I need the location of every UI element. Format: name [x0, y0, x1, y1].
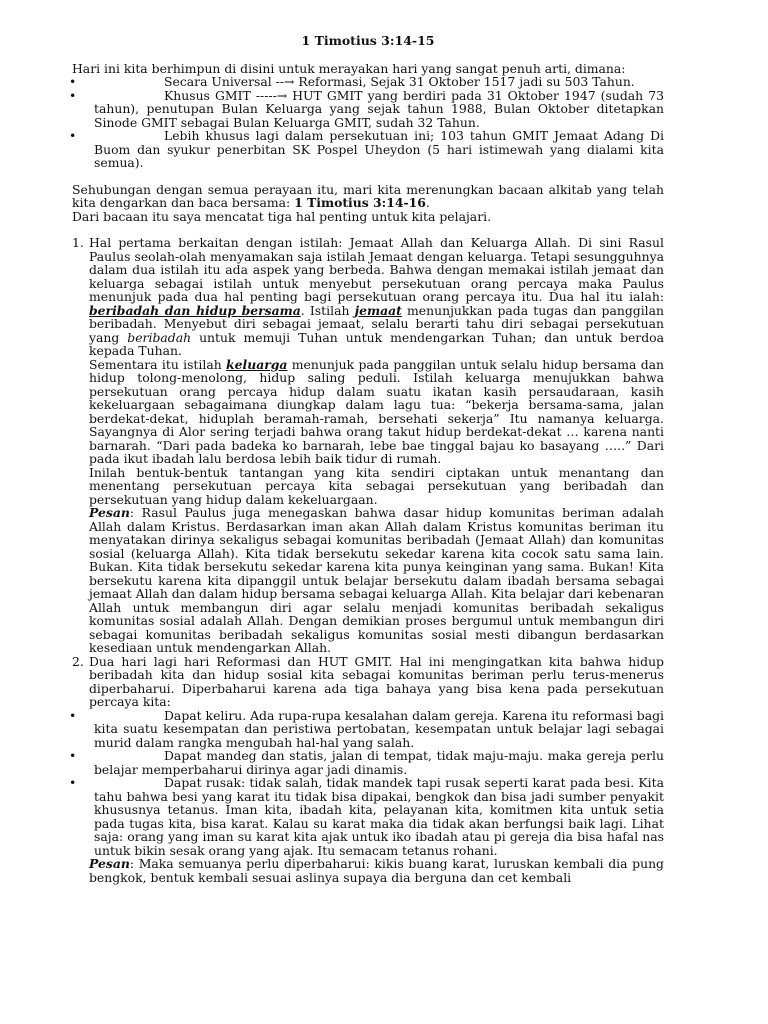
emphasis-term: jemaat [354, 302, 402, 318]
point-two: 2. Dua hari lagi hari Reformasi dan HUT GMIT. Hal ini mengingatkan kita bahwa hidup beribadah kita dan hidup sosial kita sebagai komunitas beriman perlu terus-menerus diperbaharui. Diperbaharui karena ada tiga bahaya yang bisa kena pada persekutuan percaya kita: [72, 653, 664, 709]
reading-paragraph: Sehubungan dengan semua perayaan itu, mari kita merenungkan bacaan alkitab yang telah kita dengarkan dan baca bersama: 1 Timotius 3:14-16. [72, 181, 664, 210]
point-one: 1. Hal pertama berkaitan dengan istilah: Jemaat Allah dan Keluarga Allah. Di sini Rasul Paulus seolah-olah menyamakan saja istilah Jemaat dengan keluarga. Tetapi sesungguhnya dalam dua istilah itu ada aspek yang berbeda. Bahwa dengan memakai istilah jemaat dan keluarga sebagai istilah untuk menyebut persekutuan orang percaya maka Paulus menunjuk pada dua hal penting bagi persekutuan orang percaya itu. Dua hal itu ialah: beribadah dan hidup bersama. Istilah jemaat menunjukkan pada tugas dan panggilan beribadah. Menyebut diri sebagai jemaat, selalu berarti tahu diri sebagai persekutuan yang beribadah untuk memuji Tuhan untuk mendengarkan Tuhan; dan untuk berdoa kepada Tuhan. [72, 235, 664, 358]
intro-paragraph: Hari ini kita berhimpun di disini untuk merayakan hari yang sangat penuh arti, dimana: [72, 60, 626, 76]
list-item: • Khusus GMIT -----→ HUT GMIT yang berdiri pada 31 Oktober 1947 (sudah 73 tahun), penutupan Bulan Keluarga yang sejak tahun 1988, Bulan Oktober ditetapkan Sinode GMIT sebagai Bulan Keluarga GMIT, sudah 32 Tahun. [69, 87, 664, 130]
bullet-icon: • [69, 74, 77, 89]
message-label: Pesan [89, 505, 130, 520]
point-one-message: Pesan: Rasul Paulus juga menegaskan bahwa dasar hidup komunitas beriman adalah Allah dalam Kristus. Berdasarkan iman akan Allah dalam Kristus komunitas beriman itu menyatakan dirinya sekaligus sebagai komunitas beribadah (Jemaat Allah) dan komunitas sosial (keluarga Allah). Kita tidak bersekutu sekedar karena kita cocok satu sama lain. Bukan. Kita tidak bersekutu sekedar karena kita punya keinginan yang sama. Bukan! Kita bersekutu karena kita dipanggil untuk belajar bersekutu dalam ibadah bersama sebagai jemaat Allah dan dalam hidup bersama sebagai keluarga Allah. Kita belajar dari kebenaran Allah untuk membangun diri agar selalu menjadi komunitas beribadah sekaligus komunitas sosial adalah Allah. Dengan demikian proses bergumul untuk membangun diri sebagai komunitas beribadah sekaligus komunitas sosial mesti dibangun berdasarkan kesediaan untuk mendengarkan Allah. [89, 505, 664, 655]
emphasis-term: keluarga [226, 356, 288, 372]
bullet-icon: • [69, 748, 77, 763]
closing-message: Pesan: Maka semuanya perlu diperbaharui: kikis buang karat, luruskan kembali dia pung bengkok, bentuk kembali sesuai aslinya supaya dia berguna dan cet kembali [89, 856, 664, 885]
point-one-challenge: Inilah bentuk-bentuk tantangan yang kita sendiri ciptakan untuk menantang dan menentang persekutuan percaya kita sebagai persekutuan yang beribadah dan persekutuan yang hidup dalam kekeluargaan. [89, 464, 664, 507]
reading-note: Dari bacaan itu saya mencatat tiga hal penting untuk kita pelajari. [72, 208, 492, 224]
point-one-family: Sementara itu istilah keluarga menunjuk pada panggilan untuk selalu hidup bersama dan hidup tolong-menolong, hidup saling peduli. Istilah keluarga menujukkan bahwa persekutuan orang percaya hidup dalam suatu ikatan kasih persaudaraan, kasih kekeluargaan sebagaimana diungkap dalam lagu tua: “bekerja bersama-sama, jalan berdekat-dekat, hiduplah beramah-ramah, bersehati sekerja” Itu namanya keluarga. Sayangnya di Alor sering terjadi bahwa orang takut hidup berdekat-dekat … karena nanti barnarah. “Dari pada badeka ko barnarah, lebe bae tinggal bajau ko basayang …..” Dari pada ikut ibadah lalu berdosa lebih baik tidur di rumah. [89, 356, 664, 466]
bullet-icon: • [69, 707, 77, 723]
list-item: • Dapat keliru. Ada rupa-rupa kesalahan dalam gereja. Karena itu reformasi bagi kita suatu kesempatan dan peristiwa pertobatan, kesempatan untuk belajar lagi sebagai murid dalam rangka mengubah hal-hal yang salah. [69, 707, 664, 750]
page-title: 1 Timotius 3:14-15 [301, 33, 435, 48]
list-item: • Dapat mandeg dan statis, jalan di tempat, tidak maju-maju. maka gereja perlu belajar memperbaharui dirinya agar jadi dinamis. [69, 748, 664, 777]
scripture-reference: 1 Timotius 3:14-16 [294, 195, 426, 210]
list-item: • Dapat rusak: tidak salah, tidak mandek tapi rusak seperti karat pada besi. Kita tahu bahwa besi yang karat itu tidak bisa dipakai, bengkok dan bisa jadi sumber penyakit khususnya tetanus. Iman kita, ibadah kita, pelayanan kita, komitmen kita untuk setia pada tugas kita, bisa karat. Kalau su karat maka dia tidak akan berfungsi baik lagi. Lihat saja: orang yang iman su karat kita ajak untuk iko ibadah atau pi gereja dia bisa hafal nas untuk bikin sesak orang yang ajak. Itu semacam tetanus rohani. [69, 775, 664, 858]
list-item: • Lebih khusus lagi dalam persekutuan ini; 103 tahun GMIT Jemaat Adang Di Buom dan syukur penerbitan SK Pospel Uheydon (5 hari istimewah yang dialami kita semua). [69, 128, 664, 170]
message-label: Pesan [89, 856, 130, 871]
bullet-icon: • [69, 87, 77, 103]
bullet-icon: • [69, 128, 77, 143]
emphasis-term: beribadah dan hidup bersama [89, 302, 301, 318]
bullet-icon: • [69, 775, 77, 790]
list-item: • Secara Universal --→ Reformasi, Sejak 31 Oktober 1517 jadi su 503 Tahun. [69, 74, 635, 89]
